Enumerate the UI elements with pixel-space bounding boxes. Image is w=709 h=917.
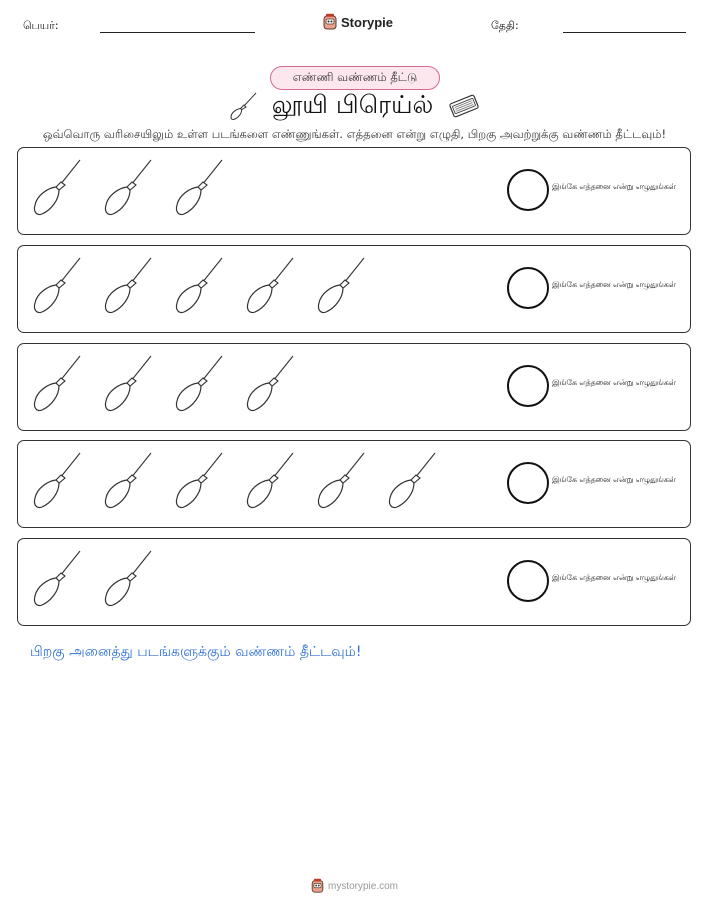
awl-icon [228,91,258,121]
awl-icon[interactable] [30,256,101,318]
footer-message: பிறகு அனைத்து படங்களுக்கும் வண்ணம் தீட்டவும்! [30,644,362,660]
storypie-mascot-icon [323,13,337,31]
awl-icon[interactable] [172,354,243,416]
awl-icon[interactable] [101,451,172,513]
count-row [17,245,691,333]
name-label: பெயர்: [23,19,59,32]
awl-icon[interactable] [243,451,314,513]
row-items [30,256,385,318]
awl-icon[interactable] [30,549,101,611]
worksheet-tag-label: எண்ணி வண்ணம் தீட்டு [292,70,418,84]
awl-icon[interactable] [101,158,172,220]
awl-icon[interactable] [314,451,385,513]
row-items [30,354,314,416]
awl-icon[interactable] [101,354,172,416]
page-title: லூயி பிரெய்ல் [271,89,434,119]
answer-circle[interactable] [507,560,549,602]
awl-icon[interactable] [314,256,385,318]
awl-icon[interactable] [172,158,243,220]
count-row [17,343,691,431]
worksheet-tag [270,66,440,90]
awl-icon[interactable] [172,256,243,318]
date-label: தேதி: [491,19,519,32]
awl-icon[interactable] [243,256,314,318]
answer-circle[interactable] [507,267,549,309]
awl-icon[interactable] [172,451,243,513]
awl-icon[interactable] [243,354,314,416]
answer-circle[interactable] [507,365,549,407]
awl-icon[interactable] [385,451,456,513]
answer-circle[interactable] [507,169,549,211]
count-row [17,147,691,235]
awl-icon[interactable] [30,451,101,513]
answer-hint: இங்கே எத்தனை என்று எழுதுங்கள் [552,475,676,484]
brand-logo [323,13,393,31]
count-row [17,538,691,626]
footer-site: mystorypie.com [327,880,398,892]
title-row [0,88,709,124]
awl-icon[interactable] [30,354,101,416]
footer [0,878,709,894]
answer-hint: இங்கே எத்தனை என்று எழுதுங்கள் [552,182,676,191]
brand-name: Storypie [341,14,394,30]
answer-circle[interactable] [507,462,549,504]
awl-icon[interactable] [30,158,101,220]
row-items [30,549,172,611]
answer-hint: இங்கே எத்தனை என்று எழுதுங்கள் [552,573,676,582]
row-items [30,158,243,220]
row-items [30,451,456,513]
storypie-mascot-icon [311,878,324,894]
awl-icon[interactable] [101,256,172,318]
awl-icon[interactable] [101,549,172,611]
date-line[interactable] [563,32,686,33]
answer-hint: இங்கே எத்தனை என்று எழுதுங்கள் [552,378,676,387]
answer-hint: இங்கே எத்தனை என்று எழுதுங்கள் [552,280,676,289]
count-row [17,440,691,528]
braille-slate-icon [447,92,481,120]
instructions: ஒவ்வொரு வரிசையிலும் உள்ள படங்களை எண்ணுங்கள். எத்தனை என்று எழுதி, பிறகு அவற்றுக்கு வண்ணம் தீட்டவும்! [42,127,667,141]
name-line[interactable] [100,32,255,33]
